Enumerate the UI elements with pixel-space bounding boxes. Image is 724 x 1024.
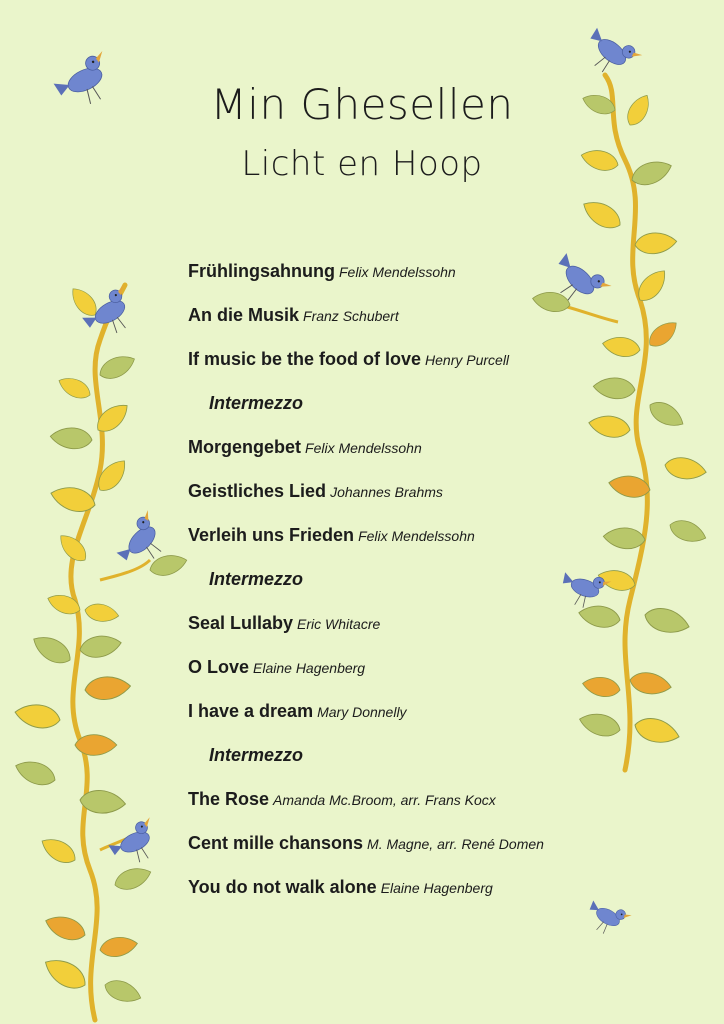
- program-item: [188, 344, 544, 388]
- composer: Amanda Mc.Broom, arr. Frans Kocx: [273, 792, 496, 808]
- intermezzo-item: Intermezzo: [209, 393, 304, 413]
- composer: Eric Whitacre: [297, 616, 381, 632]
- song-title: Frühlingsahnung: [188, 261, 335, 281]
- song-title: You do not walk alone: [188, 877, 377, 897]
- song-title: An die Musik: [188, 305, 300, 325]
- composer: Elaine Hagenberg: [380, 880, 493, 896]
- bird-icon: [577, 22, 642, 85]
- program-item: [188, 696, 544, 740]
- song-title: Seal Lullaby: [188, 613, 294, 633]
- song-title: Geistliches Lied: [188, 481, 327, 501]
- page-title: Min Ghesellen: [210, 80, 514, 129]
- program-item: [188, 652, 544, 696]
- composer: Felix Mendelssohn: [338, 264, 456, 280]
- composer: Mary Donnelly: [317, 704, 407, 720]
- song-title: O Love: [188, 657, 250, 677]
- intermezzo-item: Intermezzo: [209, 745, 304, 765]
- composer: Johannes Brahms: [330, 484, 443, 500]
- program-item: [188, 300, 544, 344]
- program-item: [188, 256, 544, 300]
- program-item: [188, 520, 544, 564]
- program-item: [188, 872, 544, 916]
- program-item: [188, 784, 544, 828]
- intermezzo-item: Intermezzo: [209, 569, 304, 589]
- program-item: [188, 432, 544, 476]
- composer: Franz Schubert: [303, 308, 399, 324]
- bird-icon: [581, 895, 631, 941]
- composer: M. Magne, arr. René Domen: [367, 836, 544, 852]
- page-subtitle: Licht en Hoop: [241, 144, 483, 184]
- program-item: [188, 476, 544, 520]
- song-title: The Rose: [188, 789, 270, 809]
- composer: Felix Mendelssohn: [305, 440, 422, 456]
- composer: Felix Mendelssohn: [358, 528, 475, 544]
- song-title: Verleih uns Frieden: [188, 525, 355, 545]
- song-title: Morgengebet: [188, 437, 302, 457]
- program-list: [188, 256, 544, 916]
- program-item: [188, 828, 544, 872]
- song-title: I have a dream: [188, 701, 314, 721]
- program-item: [188, 608, 544, 652]
- song-title: Cent mille chansons: [188, 833, 364, 853]
- composer: Henry Purcell: [425, 352, 510, 368]
- song-title: If music be the food of love: [188, 349, 422, 369]
- composer: Elaine Hagenberg: [253, 660, 366, 676]
